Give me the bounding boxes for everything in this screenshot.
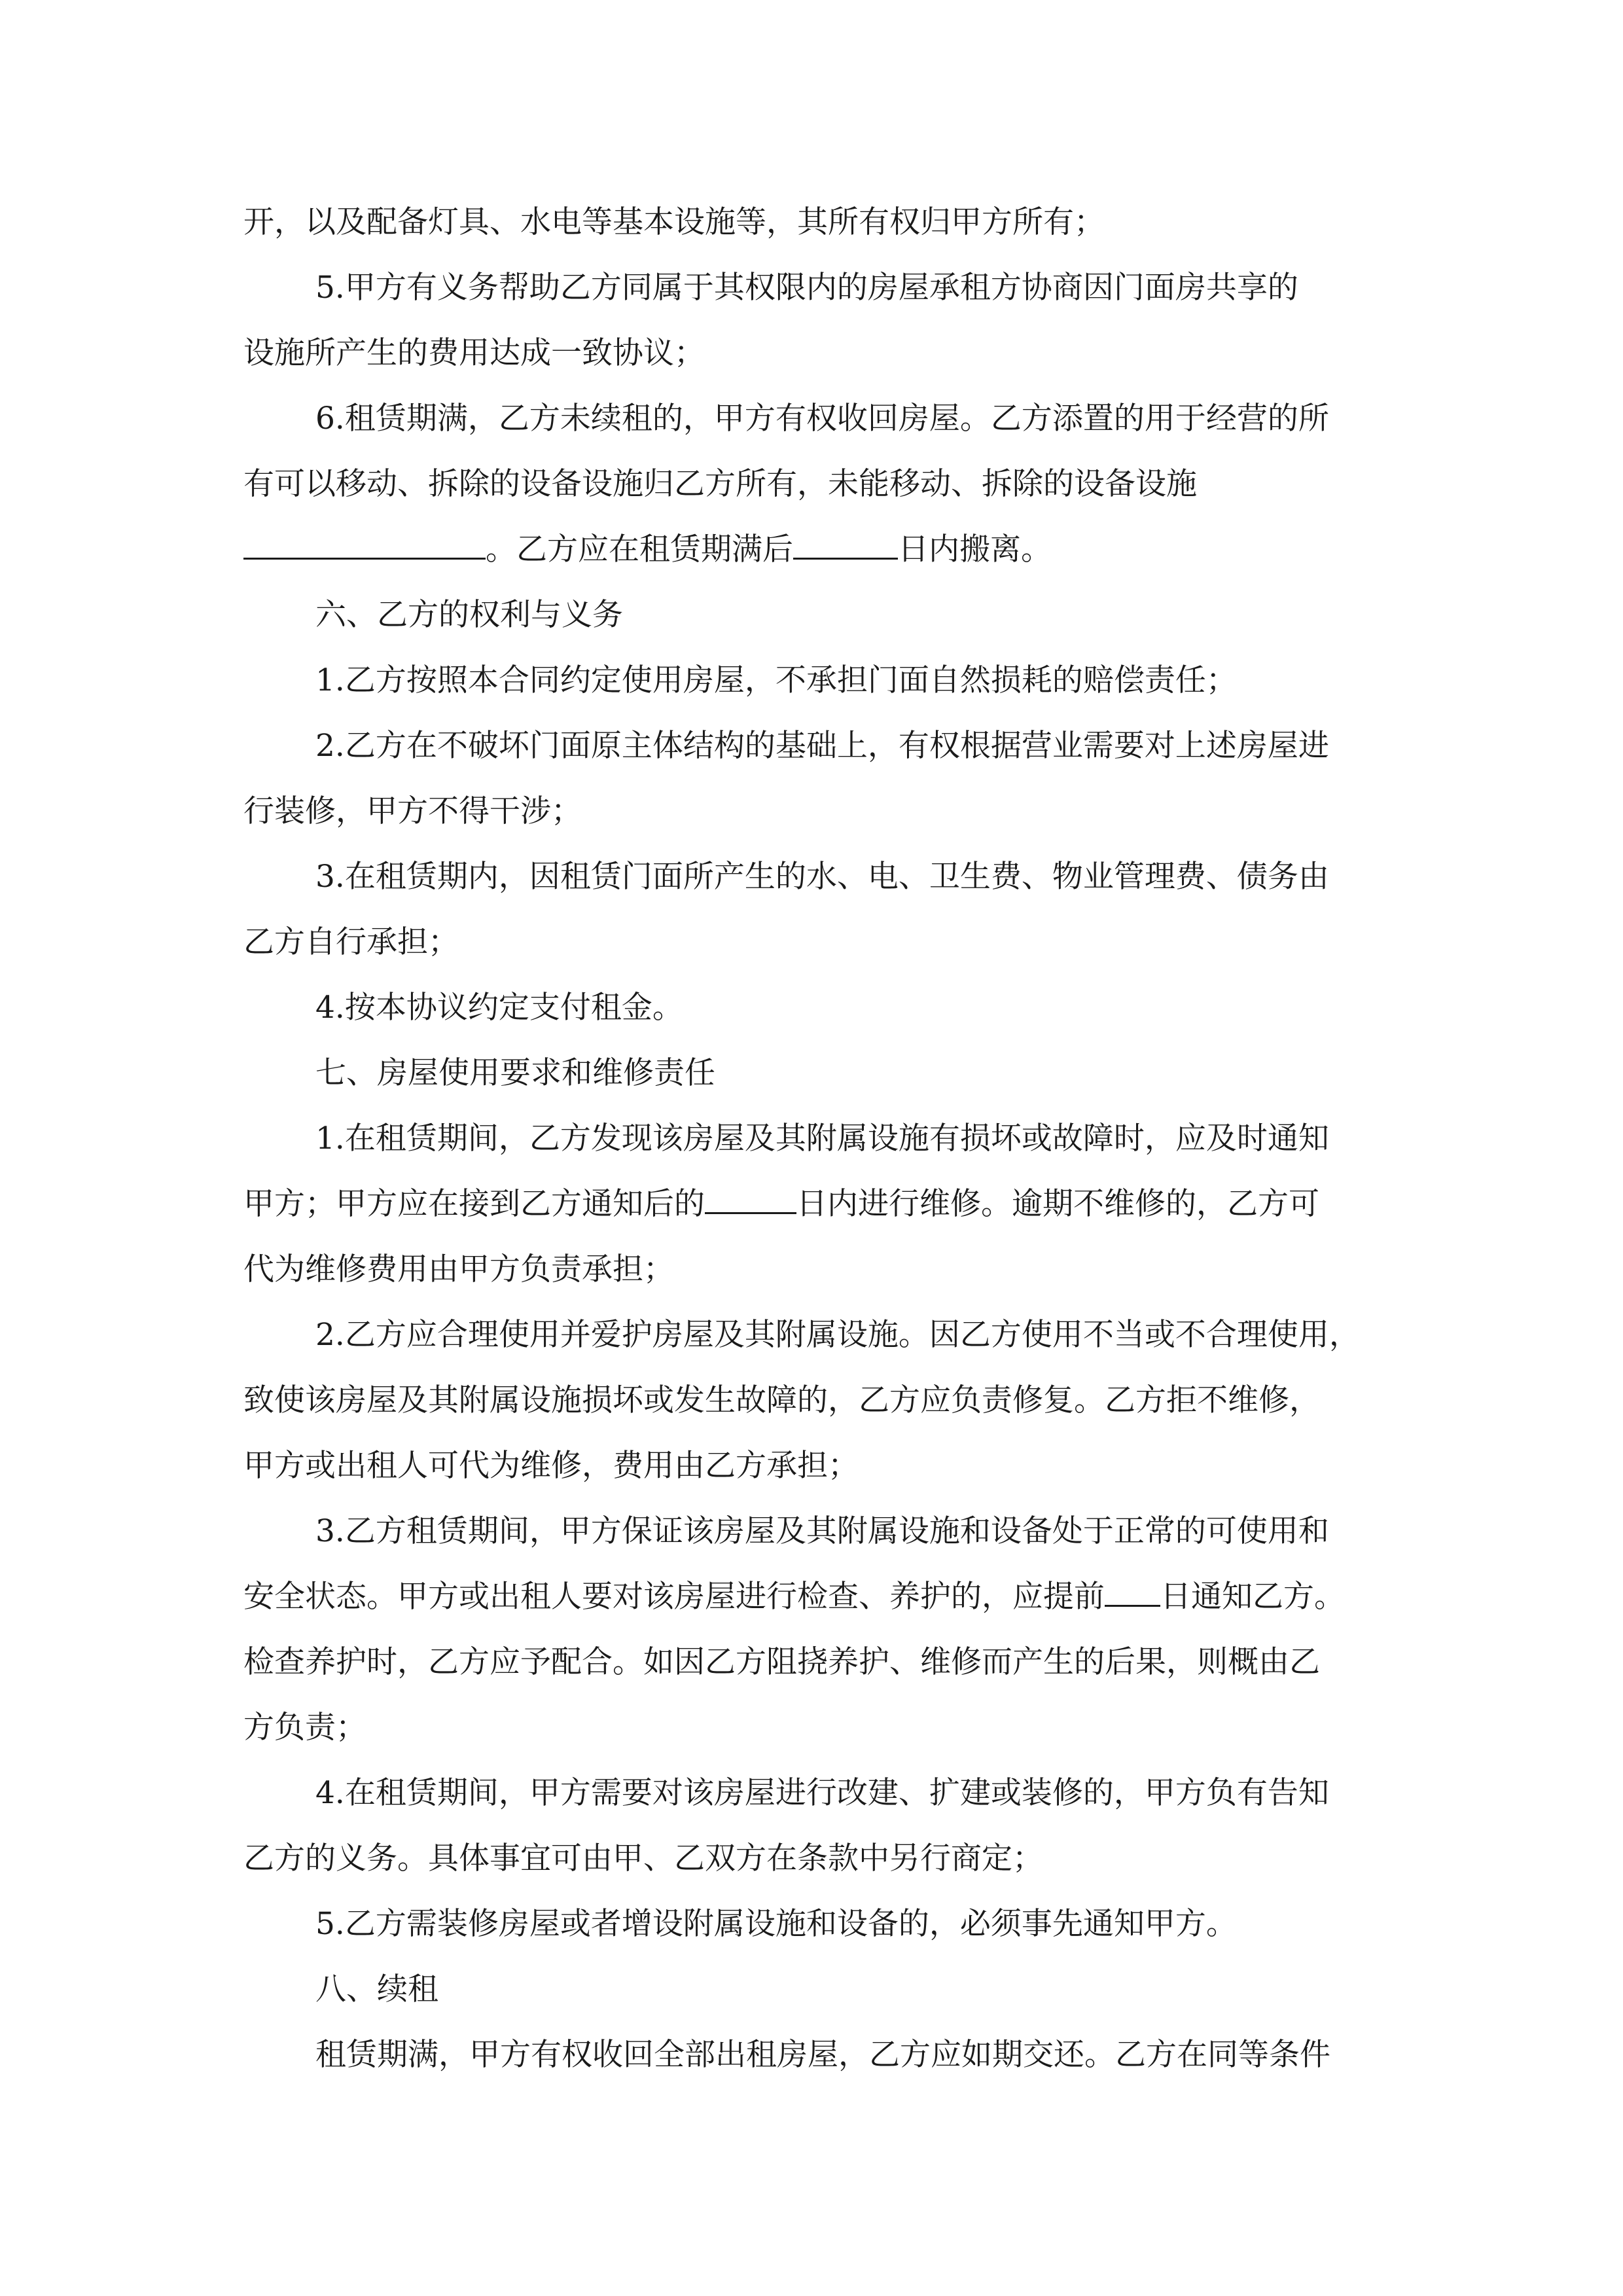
section-heading: 八、续租 xyxy=(315,1971,438,2007)
clause-5-line-1: 5.甲方有义务帮助乙方同属于其权限内的房屋承租方协商因门面房共享的 xyxy=(315,270,1298,306)
clause-line: 2.乙方在不破坏门面原主体结构的基础上，有权根据营业需要对上述房屋进 xyxy=(315,728,1329,764)
text-line: 行装修，甲方不得干涉； xyxy=(243,793,582,829)
text-segment: 安全状态。甲方或出租人要对该房屋进行检查、养护的，应提前 xyxy=(243,1579,1105,1615)
text-segment: 日通知乙方。 xyxy=(1160,1579,1345,1615)
text-line-with-blanks xyxy=(243,517,1382,583)
clause-line: 5.乙方需装修房屋或者增设附属设施和设备的，必须事先通知甲方。 xyxy=(315,1906,1237,1942)
text-line: 致使该房屋及其附属设施损坏或发生故障的，乙方应负责修复。乙方拒不维修， xyxy=(243,1382,1320,1418)
fill-in-blank xyxy=(1105,1576,1160,1607)
text-line: 乙方自行承担； xyxy=(243,924,459,960)
text-line: 设施所产生的费用达成一致协议； xyxy=(243,335,705,371)
text-segment: 日内搬离。 xyxy=(898,531,1052,567)
text-segment: 。乙方应在租赁期满后 xyxy=(486,531,793,567)
text-line: 检查养护时，乙方应予配合。如因乙方阻挠养护、维修而产生的后果，则概由乙 xyxy=(243,1644,1320,1680)
clause-6-line-1: 6.租赁期满，乙方未续租的，甲方有权收回房屋。乙方添置的用于经营的所 xyxy=(315,401,1329,437)
section-heading: 六、乙方的权利与义务 xyxy=(315,597,623,633)
clause-line: 租赁期满，甲方有权收回全部出租房屋，乙方应如期交还。乙方在同等条件 xyxy=(315,2037,1330,2073)
text-line: 代为维修费用由甲方负责承担； xyxy=(243,1251,674,1287)
text-line: 有可以移动、拆除的设备设施归乙方所有，未能移动、拆除的设备设施 xyxy=(243,466,1197,502)
clause-line: 3.在租赁期内，因租赁门面所产生的水、电、卫生费、物业管理费、债务由 xyxy=(315,859,1329,895)
text-line: 乙方的义务。具体事宜可由甲、乙双方在条款中另行商定； xyxy=(243,1840,1043,1876)
text-segment: 日内进行维修。逾期不维修的，乙方可 xyxy=(796,1186,1319,1222)
fill-in-blank xyxy=(705,1183,796,1214)
clause-line: 4.在租赁期间，甲方需要对该房屋进行改建、扩建或装修的，甲方负有告知 xyxy=(315,1775,1329,1811)
clause-line: 2.乙方应合理使用并爱护房屋及其附属设施。因乙方使用不当或不合理使用， xyxy=(315,1317,1360,1353)
text-line-with-blank xyxy=(243,1564,1382,1630)
text-line: 方负责； xyxy=(243,1710,366,1746)
text-line: 开，以及配备灯具、水电等基本设施等，其所有权归甲方所有； xyxy=(243,204,1105,240)
section-heading: 七、房屋使用要求和维修责任 xyxy=(315,1055,715,1091)
document-page xyxy=(243,190,1382,2088)
fill-in-blank xyxy=(243,529,486,560)
clause-line: 1.乙方按照本合同约定使用房屋，不承担门面自然损耗的赔偿责任； xyxy=(315,662,1237,698)
text-line-with-blank xyxy=(243,1172,1382,1237)
text-line: 甲方或出租人可代为维修，费用由乙方承担； xyxy=(243,1448,859,1484)
clause-line: 1.在租赁期间，乙方发现该房屋及其附属设施有损坏或故障时，应及时通知 xyxy=(315,1121,1329,1157)
clause-line: 4.按本协议约定支付租金。 xyxy=(315,990,683,1026)
fill-in-blank xyxy=(793,529,898,560)
text-segment: 甲方；甲方应在接到乙方通知后的 xyxy=(243,1186,705,1222)
clause-line: 3.乙方租赁期间，甲方保证该房屋及其附属设施和设备处于正常的可使用和 xyxy=(315,1513,1329,1549)
